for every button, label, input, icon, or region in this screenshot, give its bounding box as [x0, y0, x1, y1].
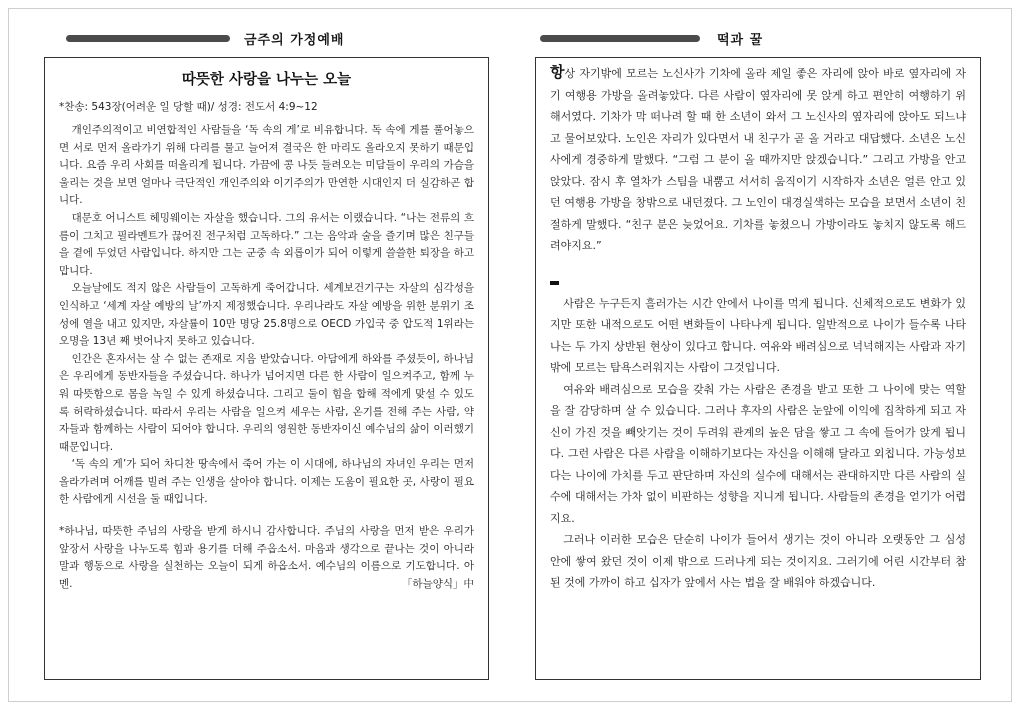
hymn-scripture-line: *찬송: 543장(어려운 일 당할 때)/ 성경: 전도서 4:9~12 — [59, 101, 318, 113]
family-worship-panel — [44, 57, 489, 680]
worship-paragraph: 대문호 어니스트 헤밍웨이는 자살을 했습니다. 그의 유서는 이랬습니다. “나는 전류의 흐름이 그치고 필라멘트가 끊어진 전구처럼 고독하다.” 그는 음악과 술을 즐기며 많은 친구들을 곁에 두었던 사람입니다. 하지만 그는 군중 속 외롭이가 되어 이렇게 쓸쓸한 퇴장을 하고 맙니다. — [59, 211, 474, 277]
worship-paragraph: 인간은 혼자서는 살 수 없는 존재로 지음 받았습니다. 아담에게 하와를 주셨듯이, 하나님은 우리에게 동반자들을 주셨습니다. 하나가 넘어지면 다른 한 사람이 일으켜주고, 함께 누워 따뜻함으로 몸을 녹일 수 있게 하셨습니다. 그리고 둘이 힘을 합해 적에게 맞설 수 있도록 허락하셨습니다. 따라서 우리는 사람을 일으켜 세우는 사람, 온기를 전해 주는 사람, 약자들과 함께하는 사람이 되어야 합니다. 우리의 영원한 동반자이신 예수님의 삶이 이러했기 때문입니다. — [59, 352, 474, 453]
worship-paragraph: ‘독 속의 게’가 되어 차디찬 땅속에서 죽어 가는 이 시대에, 하나님의 자녀인 우리는 먼저 올라가려며 어깨를 빌려 주는 인생을 살아야 합니다. 이제는 도움이 필요한 곳, 사랑이 필요한 사람에게 시선을 둘 때입니다. — [59, 458, 474, 506]
reflection-paragraph: 여유와 배려심으로 모습을 갖춰 가는 사람은 존경을 받고 또한 그 나이에 맞는 역할을 잘 감당하며 살 수 있습니다. 그러나 후자의 사람은 눈앞에 이익에 집착하게 되고 자신이 가진 것을 빼앗기는 것이 두려워 관계의 높은 담을 쌓고 그 속에 들어가 앉게 됩니다. 그런 사람은 다른 사람을 이해하기보다는 자신을 이해해 달라고 외칩니다. 가능성보다는 나이에 가치를 두고 판단하며 자신의 실수에 대해서는 관대하지만 다른 사람의 실수에 대해서는 가차 없이 비판하는 성향을 지니게 됩니다. 사람들의 존경을 얻기가 어렵지요. — [550, 382, 966, 525]
source-credit: 「하늘양식」中 — [401, 577, 474, 590]
prayer-text: *하나님, 따뜻한 주님의 사랑을 받게 하시니 감사합니다. 주님의 사랑을 먼저 받은 우리가 앞장서 사랑을 나누도록 힘과 용기를 더해 주옵소서. 마음과 생각으로 끝나는 것이 아니라 말과 행동으로 사랑을 실천하는 오늘이 되게 하옵소서. 예수님의 이름으로 기도합니다. 아멘. — [59, 525, 474, 590]
bread-honey-panel — [535, 57, 981, 680]
reflection-paragraph: 사람은 누구든지 흘러가는 시간 안에서 나이를 먹게 됩니다. 신체적으로도 변화가 있지만 또한 내적으로도 어떤 변화들이 나타나게 됩니다. 일반적으로 나이가 들수록 나타나는 두 가지 상반된 현상이 있다고 합니다. 여유와 배려심으로 넉넉해지는 사람과 자기 밖에 모르는 탐욕스러워지는 사람이 그것입니다. — [550, 296, 966, 374]
right-header-bar — [540, 35, 700, 42]
prayer-block — [59, 523, 474, 593]
story-first-char: 항 — [550, 63, 565, 81]
story-paragraph — [550, 62, 966, 257]
reflection-paragraph: 그러나 이러한 모습은 단순히 나이가 들어서 생기는 것이 아니라 오랫동안 그 심성 안에 쌓여 왔던 것이 이제 밖으로 드러나게 되는 것이지요. 그러기에 어린 시간부터 참된 것에 가까이 하고 십자가 앞에서 사는 법을 잘 배워야 하겠습니다. — [550, 533, 966, 589]
worship-title: 따뜻한 사랑을 나누는 오늘 — [181, 72, 352, 88]
section-divider-mark — [550, 281, 559, 285]
left-header-title: 금주의 가정예배 — [244, 33, 345, 48]
story-text: 상 자기밖에 모르는 노신사가 기차에 올라 제일 좋은 자리에 앉아 바로 옆자리에 자기 여행용 가방을 올려놓았다. 다른 사람이 옆자리에 못 앉게 하고 편안히 여행하기 위해서였다. 기차가 막 떠나려 할 때 한 소년이 와서 그 노신사의 옆자리에 앉아도 되느냐고 물어보았다. 노인은 자리가 있다면서 내 친구가 곧 올 거라고 대답했다. 소년은 노신사에게 경중하게 말했다. “그럼 그 분이 올 때까지만 앉겠습니다.” 그리고 가방을 안고 앉았다. 잠시 후 열차가 스팀을 내뿜고 서서히 움직이기 시작하자 소년은 얼른 안고 있던 여행용 가방을 창밖으로 내던졌다. 그 노인이 대경실색하는 모습을 보면서 소년이 친절하게 말했다. “친구 분은 늦었어요. 기차를 놓쳤으니 가방이라도 놓치지 않도록 해드려야지요.” — [550, 67, 966, 252]
left-header-bar — [66, 35, 230, 42]
worship-paragraph: 오늘날에도 적지 않은 사람들이 고독하게 죽어갑니다. 세계보건기구는 자살의 심각성을 인식하고 ‘세계 자살 예방의 날’까지 제정했습니다. 우리나라도 자살 예방을 위한 분위기 조성에 열을 내고 있지만, 자살률이 10만 명당 25.8명으로 OECD 가입국 중 압도적 1위라는 오명을 13년 째 벗어나지 못하고 있습니다. — [59, 282, 474, 348]
worship-paragraph: 개인주의적이고 비연합적인 사람들을 ‘독 속의 게’로 비유합니다. 독 속에 게를 풀어놓으면 서로 먼저 올라가기 위해 다리를 물고 늘어져 결국은 한 마리도 올라오지 못하기 때문입니다. 요즘 우리 사회를 떠올리게 됩니다. 가끔에 콩 나듯 들려오는 미담들이 우리의 가슴을 울리는 것을 보면 얼마나 극단적인 개인주의와 이기주의가 만연한 시대인지 더 실감하곤 합니다. — [59, 124, 474, 207]
right-header-title: 떡과 꿀 — [717, 33, 764, 48]
